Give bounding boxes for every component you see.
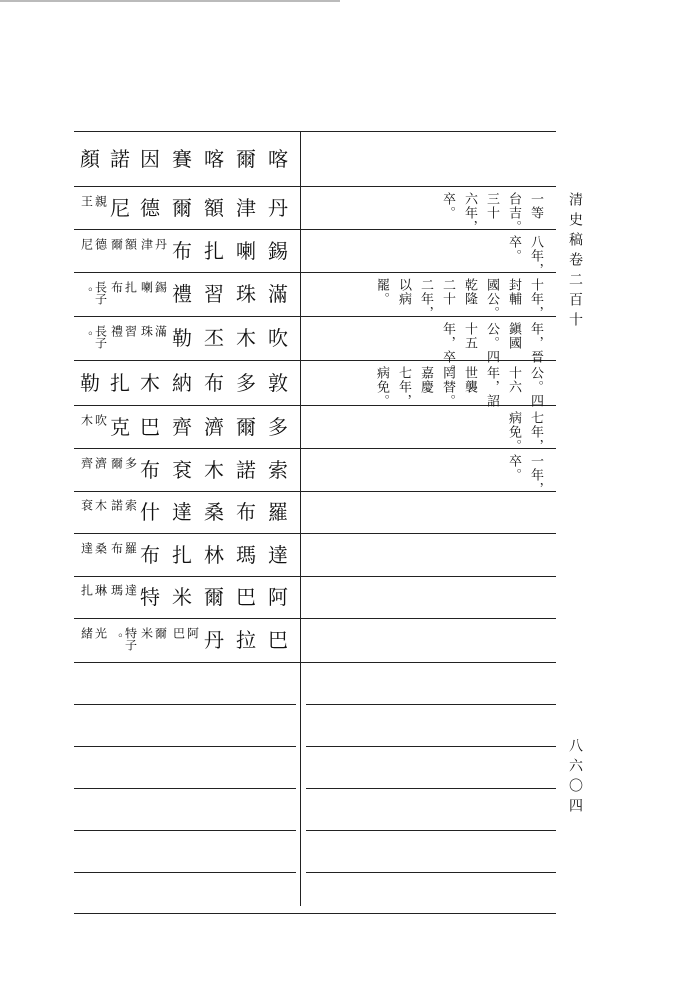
annotation [140, 281, 166, 293]
annotation-line: 長子 [93, 281, 108, 305]
record-text: 乾隆 [462, 278, 477, 306]
name-char: 巴 [140, 414, 160, 439]
name-char: 齊 [172, 414, 192, 439]
annotation [110, 627, 136, 651]
annotation [80, 627, 106, 639]
name-char: 因 [140, 146, 160, 171]
table-rule [74, 229, 556, 230]
annotation-line: 齊 [79, 456, 94, 469]
name-char: 米 [172, 585, 192, 609]
name-char: 袞 [172, 457, 192, 482]
name-char: 巴 [236, 585, 256, 609]
name-char: 爾 [204, 585, 224, 609]
annotation-line: 濟 [93, 456, 108, 469]
name-char: 敦 [268, 370, 288, 395]
annotation-line: 諾 [109, 499, 124, 511]
annotation [110, 499, 136, 511]
table-rule [74, 533, 556, 534]
table-rule [74, 746, 296, 747]
annotation-line: 桑 [93, 541, 108, 554]
record-text: 公。四 [484, 322, 499, 364]
annotation-line: 達 [123, 584, 138, 596]
record-text: 三十 [484, 192, 499, 220]
name-char: 滿 [268, 282, 288, 306]
annotation-line: 吹 [93, 413, 108, 426]
table-rule [74, 618, 556, 619]
annotation-line: 光 [93, 627, 108, 639]
annotation-line: 木 [79, 413, 94, 426]
name-char: 禮 [172, 282, 192, 306]
annotation-line: 巴 [171, 627, 186, 639]
name-char: 林 [204, 542, 224, 567]
name-char: 達 [268, 542, 288, 567]
record-text: 鎭國 [506, 322, 521, 350]
name-char: 尼 [110, 195, 130, 220]
annotation [80, 457, 106, 469]
annotation-line: 禮 [109, 325, 124, 337]
name-char: 丹 [204, 628, 224, 652]
annotation-line: 珠 [139, 325, 154, 337]
annotation-line: 親 [93, 194, 108, 207]
annotation-line: 扎 [79, 584, 94, 596]
name-char: 爾 [236, 146, 256, 171]
record-text: 病免。 [374, 366, 389, 408]
name-char: 丕 [204, 326, 224, 350]
name-char: 布 [140, 457, 160, 482]
table-rule [74, 872, 296, 873]
name-char: 多 [268, 414, 288, 439]
table-rule [74, 788, 296, 789]
name-char: 珠 [236, 282, 256, 306]
record-text: 罔替。 [440, 366, 455, 408]
record-text: 七年， [528, 411, 543, 453]
name-char: 布 [204, 370, 224, 395]
page-number: 八六〇四 [567, 738, 583, 818]
name-char: 巴 [268, 628, 288, 652]
record-text: 七年， [396, 366, 411, 408]
name-char: 爾 [236, 414, 256, 439]
name-char: 多 [236, 370, 256, 395]
annotation [80, 195, 106, 207]
table-rule [74, 491, 556, 492]
name-char: 喀 [204, 146, 224, 171]
record-text: 十五 [462, 322, 477, 350]
name-char: 索 [268, 457, 288, 482]
annotation-line: 津 [139, 237, 154, 250]
annotation [80, 584, 106, 596]
record-text: 二年， [418, 278, 433, 320]
table-rule [306, 830, 556, 831]
annotation-line: 額 [123, 237, 138, 250]
record-text: 八年， [528, 235, 543, 277]
name-char: 扎 [110, 370, 130, 395]
record-text: 六年， [462, 192, 477, 234]
annotation [80, 281, 106, 305]
annotation [80, 238, 106, 250]
annotation [110, 457, 136, 469]
annotation-line: 。 [79, 287, 94, 299]
annotation-line: 木 [93, 499, 108, 511]
annotation-line: 錫 [153, 281, 168, 293]
annotation-line: 米 [139, 627, 154, 639]
annotation-line: 袞 [79, 499, 94, 511]
annotation-line: 。 [79, 331, 94, 343]
record-text: 台吉。 [506, 192, 521, 234]
table-rule [74, 662, 556, 663]
name-char: 木 [204, 457, 224, 482]
annotation-line: 滿 [153, 325, 168, 337]
record-text: 國公。 [484, 278, 499, 320]
annotation-line: 扎 [123, 281, 138, 293]
annotation-line: 達 [79, 541, 94, 554]
annotation [110, 281, 136, 293]
name-char: 習 [204, 282, 224, 306]
table-rule [306, 704, 556, 705]
name-char: 布 [172, 238, 192, 263]
name-char: 諾 [110, 146, 130, 171]
name-char: 勒 [172, 326, 192, 350]
annotation-line: 爾 [109, 237, 124, 250]
name-char: 木 [236, 326, 256, 350]
annotation-line: 爾 [109, 456, 124, 469]
record-text: 公。四 [528, 366, 543, 408]
annotation-line: 特子 [123, 627, 138, 651]
record-text: 十年， [528, 278, 543, 320]
annotation-line: 多 [123, 456, 138, 469]
name-char: 賽 [172, 146, 192, 171]
annotation-line: 尼 [79, 237, 94, 250]
name-char: 克 [110, 414, 130, 439]
annotation [172, 627, 198, 639]
name-char: 納 [172, 370, 192, 395]
record-text: 一等 [528, 192, 543, 220]
name-char: 特 [140, 585, 160, 609]
annotation-line: 喇 [139, 281, 154, 293]
name-char: 瑪 [236, 542, 256, 567]
table-rule [74, 186, 556, 187]
table-rule [74, 830, 296, 831]
annotation [80, 542, 106, 554]
annotation-line: 王 [79, 194, 94, 207]
column-divider [300, 131, 301, 906]
name-char: 什 [140, 500, 160, 524]
annotation [80, 499, 106, 511]
annotation-line: 布 [109, 541, 124, 554]
name-char: 達 [172, 500, 192, 524]
name-char: 布 [236, 500, 256, 524]
annotation-line: 爾 [153, 627, 168, 639]
name-char: 勒 [80, 370, 100, 395]
name-char: 桑 [204, 500, 224, 524]
name-char: 津 [236, 195, 256, 220]
record-text: 嘉慶 [418, 366, 433, 394]
record-text: 年，詔 [484, 366, 499, 408]
record-text: 二十 [440, 278, 455, 306]
name-char: 布 [140, 542, 160, 567]
annotation-line: 。 [109, 633, 124, 645]
table-rule [74, 576, 556, 577]
annotation [110, 584, 136, 596]
annotation-line: 阿 [185, 627, 200, 639]
annotation-line: 琳 [93, 584, 108, 596]
annotation [110, 238, 136, 250]
table-rule [306, 872, 556, 873]
record-text: 病免。 [506, 411, 521, 453]
record-text: 卒。 [506, 235, 521, 263]
name-char: 吹 [268, 326, 288, 350]
annotation [140, 238, 166, 250]
annotation-line: 緒 [79, 627, 94, 639]
record-text: 卒。 [440, 192, 455, 220]
volume-header: 清史稿卷二百十 [567, 192, 583, 332]
annotation [140, 325, 166, 337]
name-char: 木 [140, 370, 160, 395]
record-text: 年，卒。 [440, 322, 455, 378]
table-rule [74, 704, 296, 705]
record-text: 以病 [396, 278, 411, 306]
annotation-line: 索 [123, 499, 138, 511]
annotation-line: 瑪 [109, 584, 124, 596]
name-char: 爾 [172, 195, 192, 220]
record-text: 年，晉 [528, 322, 543, 364]
name-char: 錫 [268, 238, 288, 263]
name-char: 額 [204, 195, 224, 220]
table-rule [306, 746, 556, 747]
annotation [80, 414, 106, 426]
record-text: 罷。 [374, 278, 389, 306]
table-rule [74, 272, 556, 273]
record-text: 一年， [528, 454, 543, 496]
annotation-line: 德 [93, 237, 108, 250]
record-text: 十六 [506, 366, 521, 394]
annotation-line: 長子 [93, 325, 108, 349]
name-char: 德 [140, 195, 160, 220]
annotation [80, 325, 106, 349]
table-bottom-rule [74, 913, 556, 914]
record-text: 卒。 [506, 454, 521, 482]
record-text: 世襲 [462, 366, 477, 394]
annotation-line: 習 [123, 325, 138, 337]
name-char: 濟 [204, 414, 224, 439]
name-char: 阿 [268, 585, 288, 609]
annotation [140, 627, 166, 639]
annotation-line: 丹 [153, 237, 168, 250]
table-rule [306, 788, 556, 789]
annotation-line: 羅 [123, 541, 138, 554]
table-rule [74, 448, 556, 449]
annotation-line: 布 [109, 281, 124, 293]
name-char: 扎 [172, 542, 192, 567]
name-char: 拉 [236, 628, 256, 652]
name-char: 諾 [236, 457, 256, 482]
name-char: 羅 [268, 500, 288, 524]
name-char: 喇 [236, 238, 256, 263]
record-text: 封輔 [506, 278, 521, 306]
scan-edge [0, 0, 340, 2]
name-char: 丹 [268, 195, 288, 220]
annotation [110, 542, 136, 554]
name-char: 顏 [80, 146, 100, 171]
annotation [110, 325, 136, 337]
table-rule [74, 131, 556, 132]
name-char: 喀 [268, 146, 288, 171]
name-char: 扎 [204, 238, 224, 263]
